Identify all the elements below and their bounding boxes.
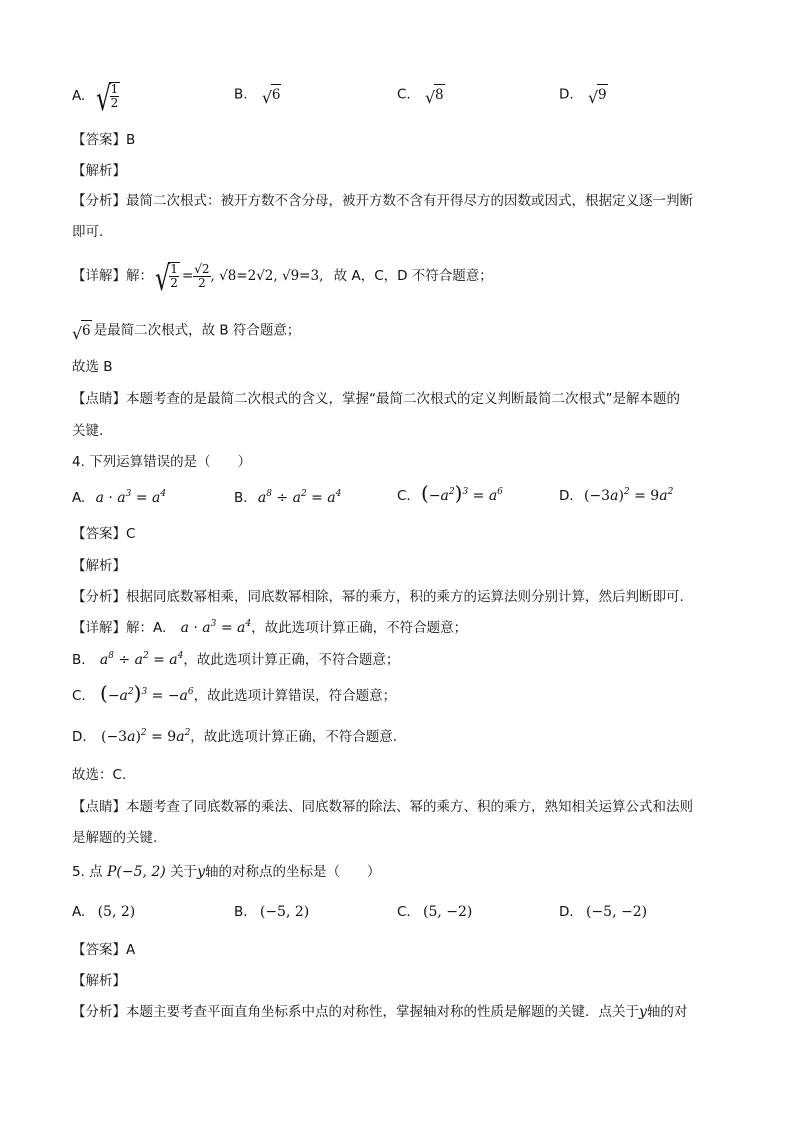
q5-analysis-heading: 【解析】 bbox=[72, 973, 126, 989]
q5-answer: 【答案】A bbox=[72, 942, 136, 958]
q4-answer: 【答案】C bbox=[72, 526, 136, 542]
option-value: (−5, −2) bbox=[585, 904, 648, 920]
detail-prefix: D. bbox=[72, 729, 87, 745]
q4-option-b: B. $a^8 \div a^2 = a^4$ bbox=[234, 489, 342, 506]
q5-option-b bbox=[234, 902, 309, 922]
q3-option-b bbox=[234, 84, 283, 105]
q3-dianjing-line1: 【点睛】本题考查的是最简二次根式的含义，掌握“最简二次根式的定义判断最简二次根式”是解本题的 bbox=[72, 391, 680, 407]
detail-math: , √8=2√2, √9=3, bbox=[210, 268, 324, 284]
q5-stem bbox=[72, 862, 380, 882]
sqrt-6: √ 6 bbox=[72, 320, 92, 341]
q4-choose: 故选：C. bbox=[72, 767, 127, 783]
point-p: P(−5, 2) bbox=[106, 864, 166, 880]
radicand: 9 bbox=[597, 84, 608, 105]
detail-suffix: 故 A，C，D 不符合题意； bbox=[333, 268, 493, 284]
sqrt-6: √ 6 bbox=[262, 84, 282, 105]
option-letter: A. bbox=[72, 490, 86, 506]
option-value: (5, 2) bbox=[97, 904, 136, 920]
q3-analysis-heading: 【解析】 bbox=[72, 163, 126, 179]
option-letter: C. bbox=[397, 488, 411, 504]
option-value: (5, −2) bbox=[423, 904, 473, 920]
q3-choose: 故选 B bbox=[72, 359, 113, 375]
radicand: 6 bbox=[81, 320, 92, 341]
radicand: 6 bbox=[271, 84, 282, 105]
q4-detail-a: 【详解】解：A. $a \cdot a^3 = a^4$，故此选项计算正确，不符合题意； bbox=[72, 619, 468, 636]
sqrt-one-half: √ $\frac{1}{2}$ bbox=[155, 259, 178, 299]
stem-mid: 关于 bbox=[170, 864, 198, 880]
detail-prefix: B. bbox=[72, 652, 86, 668]
q4-option-a: A. $a \cdot a^3 = a^4$ bbox=[72, 489, 167, 506]
q3-answer: 【答案】B bbox=[72, 132, 136, 148]
q3-dianjing-line2: 关键. bbox=[72, 423, 104, 439]
q5-option-c bbox=[397, 902, 472, 922]
option-letter: D. bbox=[559, 904, 574, 920]
q4-stem: 4. 下列运算错误的是（ ） bbox=[72, 454, 252, 470]
q3-option-c bbox=[397, 84, 447, 105]
q3-detail-line1: 【详解】解： √ $\frac{1}{2}$ = $\frac{√2}{2}$ , √8=2√2, √9=3, 故 A，C，D 不符合题意； bbox=[72, 259, 493, 299]
axis-y: y bbox=[197, 864, 205, 880]
option-letter: B. bbox=[234, 86, 248, 103]
q4-option-d: D. $(-3a)^2 = 9a^2$ bbox=[559, 487, 674, 504]
detail-text: 是最简二次根式，故 B 符合题意； bbox=[93, 322, 301, 339]
q4-detail-d: D. $(-3a)^2 = 9a^2$，故此选项计算正确，不符合题意. bbox=[72, 728, 398, 745]
detail-prefix: 【详解】解：A. bbox=[72, 620, 167, 636]
fenxi-prefix: 【分析】本题主要考查平面直角坐标系中点的对称性，掌握轴对称的性质是解题的关键．点关于 bbox=[72, 1004, 639, 1020]
detail-suffix: ，故此选项计算错误，符合题意； bbox=[193, 688, 397, 704]
q4-option-c: C. $(-a^2)^3 = a^6$ bbox=[397, 481, 503, 505]
option-letter: D. bbox=[559, 86, 574, 103]
q3-fenxi-line2: 即可. bbox=[72, 224, 104, 240]
option-letter: B. bbox=[234, 490, 248, 506]
q5-fenxi bbox=[72, 1002, 687, 1022]
axis-y: y bbox=[639, 1004, 647, 1020]
q5-option-d bbox=[559, 902, 647, 922]
q5-option-a bbox=[72, 902, 135, 922]
q3-option-a bbox=[72, 79, 122, 119]
option-letter: C. bbox=[397, 86, 411, 103]
q4-fenxi: 【分析】根据同底数幂相乘，同底数幂相除，幂的乘方，积的乘方的运算法则分别计算，然后判断即可. bbox=[72, 589, 684, 605]
detail-prefix: 【详解】解： bbox=[72, 268, 153, 284]
option-letter: C. bbox=[397, 904, 411, 920]
sqrt-8: √ 8 bbox=[425, 84, 445, 105]
sqrt-one-half: √ $\frac{1}{2}$ bbox=[95, 79, 119, 119]
option-letter: D. bbox=[559, 488, 574, 504]
option-value: (−5, 2) bbox=[259, 904, 310, 920]
q4-analysis-heading: 【解析】 bbox=[72, 558, 126, 574]
q3-fenxi-line1: 【分析】最简二次根式：被开方数不含分母，被开方数不含有开得尽方的因数或因式，根据定义逐一判断 bbox=[72, 193, 693, 209]
option-letter: B. bbox=[234, 904, 248, 920]
q4-detail-c: C. $(-a^2)^3 = -a^6$，故此选项计算错误，符合题意； bbox=[72, 681, 397, 705]
stem-prefix: 5. 点 bbox=[72, 864, 103, 880]
sqrt-9: √ 9 bbox=[588, 84, 608, 105]
detail-suffix: ，故此选项计算正确，不符合题意. bbox=[190, 729, 398, 745]
fenxi-suffix: 轴的对 bbox=[646, 1004, 688, 1020]
radicand: 8 bbox=[434, 84, 445, 105]
q3-detail-line2 bbox=[72, 320, 300, 341]
q4-dianjing-line1: 【点睛】本题考查了同底数幂的乘法、同底数幂的除法、幂的乘方、积的乘方，熟知相关运算公式和法则 bbox=[72, 799, 693, 815]
q4-detail-b: B. $a^8 \div a^2 = a^4$，故此选项计算正确，不符合题意； bbox=[72, 651, 400, 668]
stem-suffix: 轴的对称点的坐标是（ ） bbox=[204, 864, 381, 880]
option-letter: A. bbox=[72, 904, 86, 920]
detail-suffix: ，故此选项计算正确，不符合题意； bbox=[251, 620, 468, 636]
sqrt2-over-2: $\frac{√2}{2}$ bbox=[194, 261, 210, 290]
detail-suffix: ，故此选项计算正确，不符合题意； bbox=[183, 652, 400, 668]
option-letter: A. bbox=[72, 88, 86, 104]
detail-prefix: C. bbox=[72, 688, 86, 704]
q4-dianjing-line2: 是解题的关键. bbox=[72, 830, 158, 846]
q3-option-d bbox=[559, 84, 610, 105]
